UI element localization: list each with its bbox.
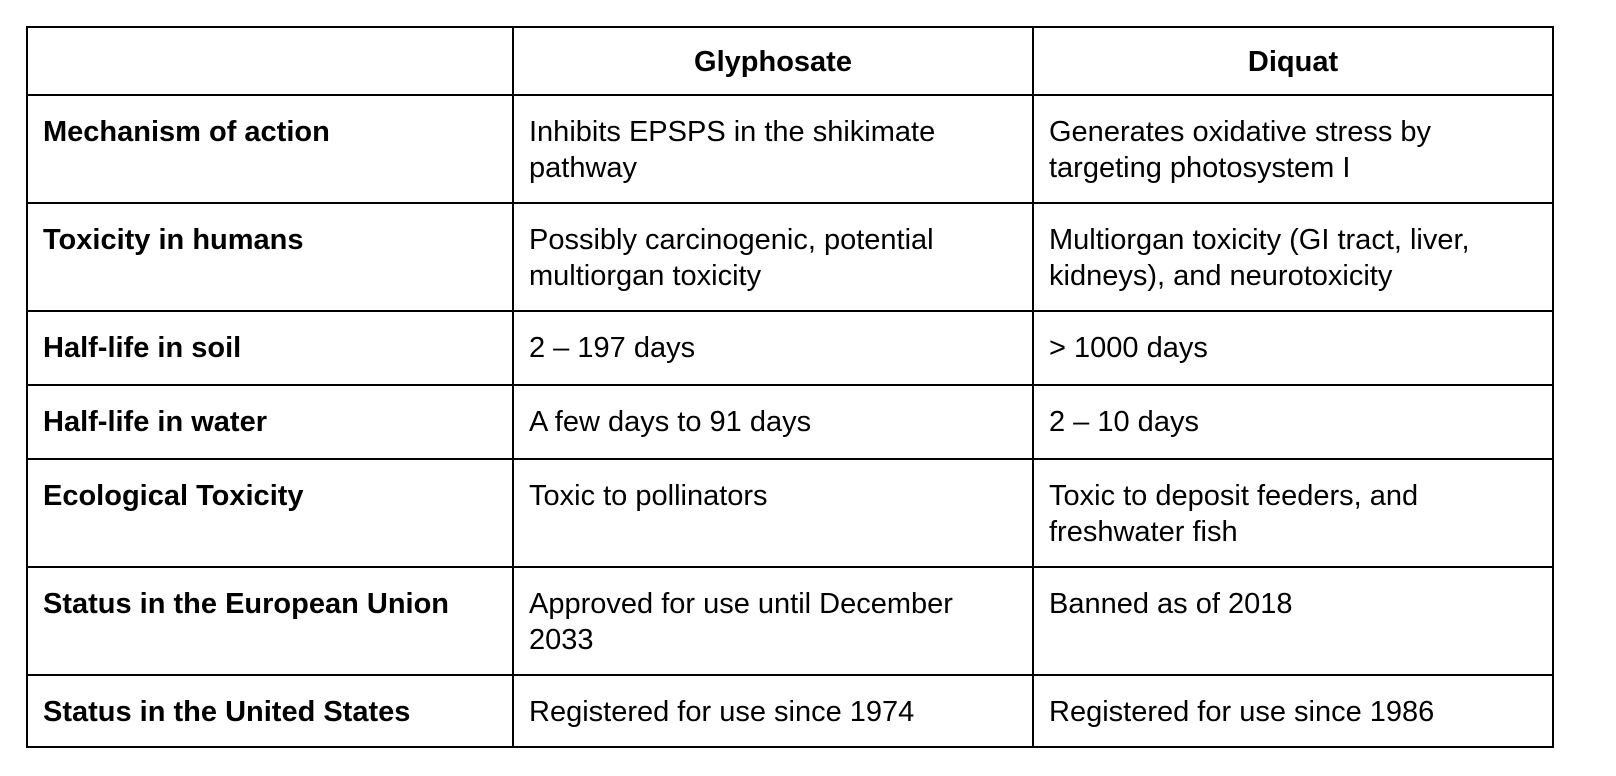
- diquat-cell: Generates oxidative stress by targeting photosystem I: [1033, 95, 1553, 203]
- diquat-cell: Toxic to deposit feeders, and freshwater fish: [1033, 459, 1553, 567]
- glyphosate-cell: Possibly carcinogenic, potential multiorgan toxicity: [513, 203, 1033, 311]
- header-row: [27, 27, 1553, 95]
- row-label: Half-life in soil: [27, 311, 513, 385]
- glyphosate-cell: A few days to 91 days: [513, 385, 1033, 459]
- row-label: Ecological Toxicity: [27, 459, 513, 567]
- table-row-ecological-toxicity: [27, 459, 1553, 567]
- table-row-status-us: [27, 675, 1553, 747]
- table-row-toxicity-in-humans: [27, 203, 1553, 311]
- glyphosate-cell: Toxic to pollinators: [513, 459, 1033, 567]
- header-corner-cell: [27, 27, 513, 95]
- diquat-cell: Multiorgan toxicity (GI tract, liver, kidneys), and neurotoxicity: [1033, 203, 1553, 311]
- header-diquat: Diquat: [1033, 27, 1553, 95]
- diquat-cell: 2 – 10 days: [1033, 385, 1553, 459]
- diquat-cell: > 1000 days: [1033, 311, 1553, 385]
- row-label: Half-life in water: [27, 385, 513, 459]
- glyphosate-cell: Inhibits EPSPS in the shikimate pathway: [513, 95, 1033, 203]
- table-row-mechanism-of-action: [27, 95, 1553, 203]
- table-row-half-life-in-soil: [27, 311, 1553, 385]
- table-row-status-eu: [27, 567, 1553, 675]
- comparison-table: [26, 26, 1554, 748]
- header-glyphosate: Glyphosate: [513, 27, 1033, 95]
- row-label: Mechanism of action: [27, 95, 513, 203]
- diquat-cell: Registered for use since 1986: [1033, 675, 1553, 747]
- glyphosate-cell: Registered for use since 1974: [513, 675, 1033, 747]
- row-label: Status in the European Union: [27, 567, 513, 675]
- table-row-half-life-in-water: [27, 385, 1553, 459]
- diquat-cell: Banned as of 2018: [1033, 567, 1553, 675]
- glyphosate-cell: Approved for use until December 2033: [513, 567, 1033, 675]
- row-label: Status in the United States: [27, 675, 513, 747]
- glyphosate-cell: 2 – 197 days: [513, 311, 1033, 385]
- row-label: Toxicity in humans: [27, 203, 513, 311]
